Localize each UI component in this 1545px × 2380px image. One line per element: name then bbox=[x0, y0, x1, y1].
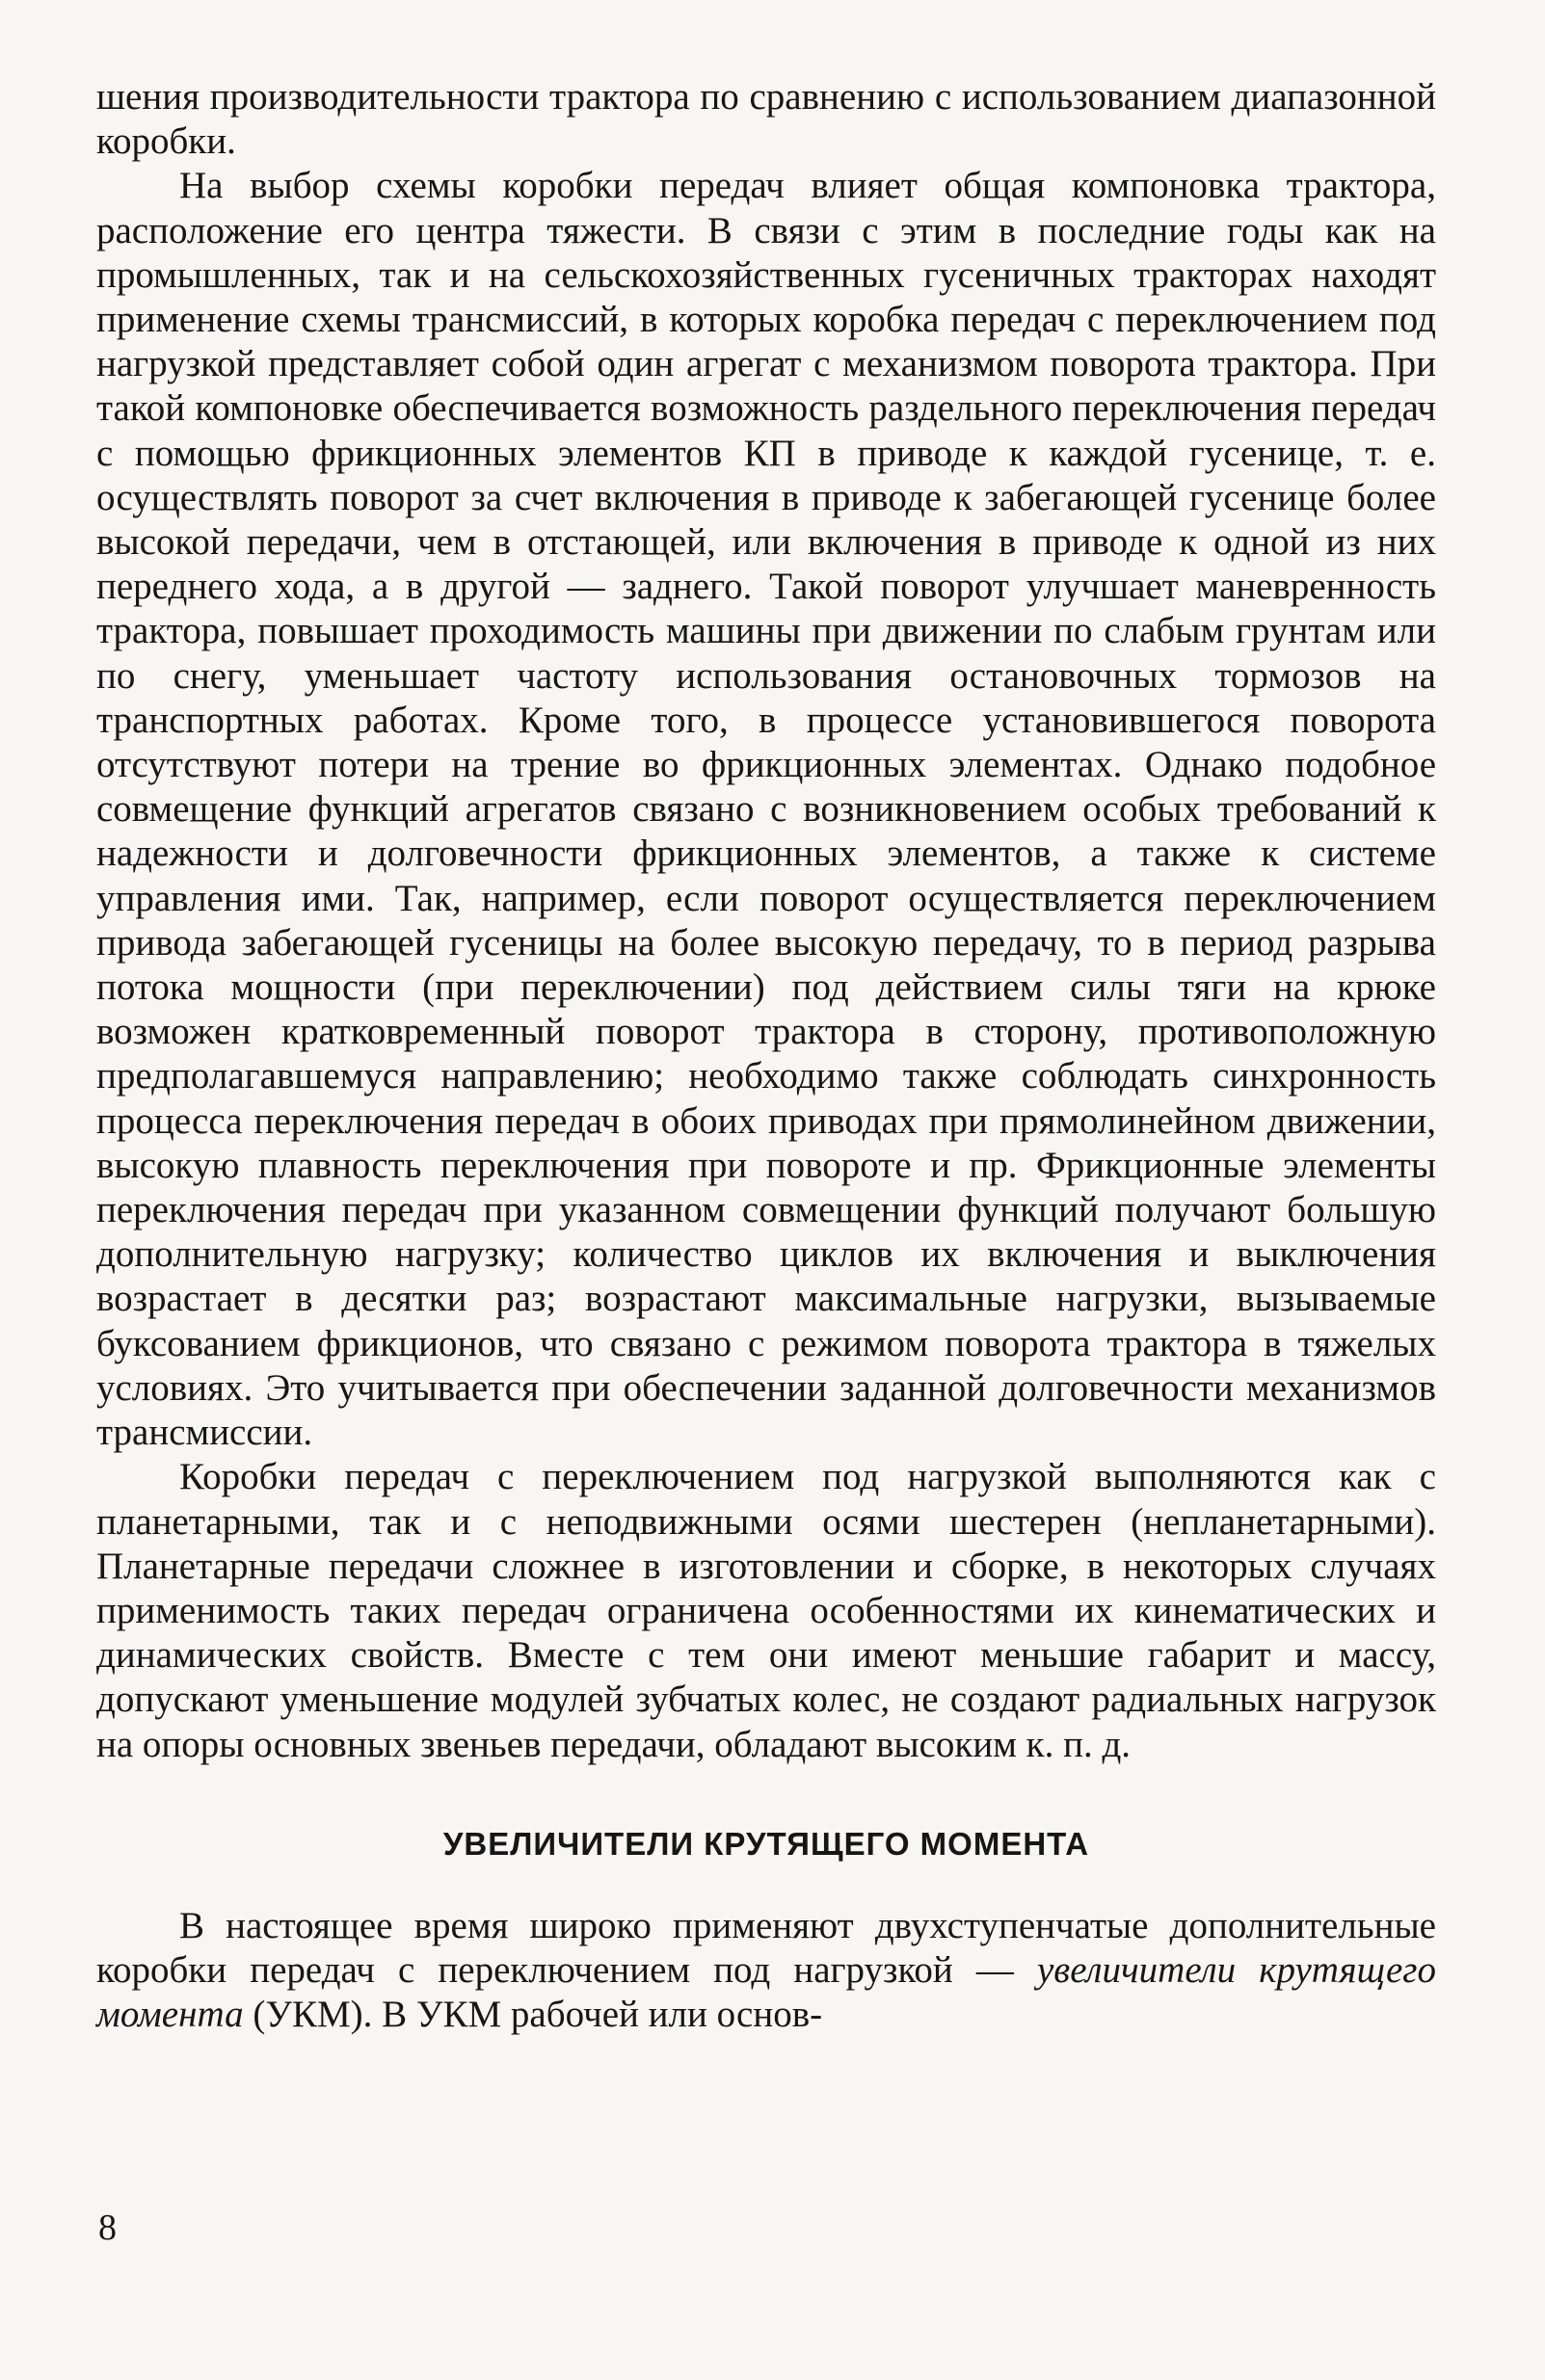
section-heading: УВЕЛИЧИТЕЛИ КРУТЯЩЕГО МОМЕНТА bbox=[442, 1825, 1090, 1862]
paragraph-text-start: В настоящее время широко применяют двухступенчатые дополнительные коробки передач с переключением под нагрузкой — bbox=[96, 1904, 1436, 1991]
paragraph-torque-multipliers bbox=[96, 1904, 1436, 2038]
page-body bbox=[96, 75, 1436, 2037]
paragraph-text-end: (УКМ). В УКМ рабочей или основ- bbox=[243, 1994, 823, 2036]
paragraph-continuation: шения производительности трактора по сравнению с использованием диапазонной коробки. bbox=[96, 76, 1436, 163]
paragraph-planetary-gearboxes: Коробки передач с переключением под нагрузкой выполняются как с планетарными, так и с неподвижными осями шестерен (непланетарными). Планетарные передачи сложнее в изготовлении и сборке, в некоторых случаях применимость таких передач ограничена особенностями их кинематических и динамических свойств. Вместе с тем они имеют меньшие габарит и массу, допускают уменьшение модулей зубчатых колес, не создают радиальных нагрузок на опоры основных звеньев передачи, обладают высоким к. п. д. bbox=[96, 1456, 1436, 1765]
emphasized-term: увеличители крутящего момента bbox=[96, 1948, 1437, 2036]
paragraph-gearbox-layout: На выбор схемы коробки передач влияет общая компоновка трактора, расположение его центра тяжести. В связи с этим в последние годы как на промышленных, так и на сельскохозяйственных гусеничных тракторах находят применение схемы трансмиссий, в которых коробка передач с переключением под нагрузкой представляет собой один агрегат с механизмом поворота трактора. При такой компоновке обеспечивается возможность раздельного переключения передач с помощью фрикционных элементов КП в приводе к каждой гусенице, т. е. осуществлять поворот за счет включения в приводе к забегающей гусенице более высокой передачи, чем в отстающей, или включения в приводе к одной из них переднего хода, а в другой — заднего. Такой поворот улучшает маневренность трактора, повышает проходимость машины при движении по слабым грунтам или по снегу, уменьшает частоту использования остановочных тормозов на транспортных работах. Кроме того, в процессе установившегося поворота отсутствуют потери на трение во фрикционных элементах. Однако подобное совмещение функций агрегатов связано с возникновением особых требований к надежности и долговечности фрикционных элементов, а также к системе управления ими. Так, например, если поворот осуществляется переключением привода забегающей гусеницы на более высокую передачу, то в период разрыва потока мощности (при переключении) под действием силы тяги на крюке возможен кратковременный поворот трактора в сторону, противоположную предполагавшемуся направлению; необходимо также соблюдать синхронность процесса переключения передач в обоих приводах при прямолинейном движении, высокую плавность переключения при повороте и пр. Фрикционные элементы переключения передач при указанном совмещении функций получают большую дополнительную нагрузку; количество циклов их включения и выключения возрастает в десятки раз; возрастают максимальные нагрузки, вызываемые буксованием фрикционов, что связано с режимом поворота трактора в тяжелых условиях. Это учитывается при обеспечении заданной долговечности механизмов трансмиссии. bbox=[96, 165, 1436, 1454]
page-number: 8 bbox=[98, 2208, 117, 2248]
